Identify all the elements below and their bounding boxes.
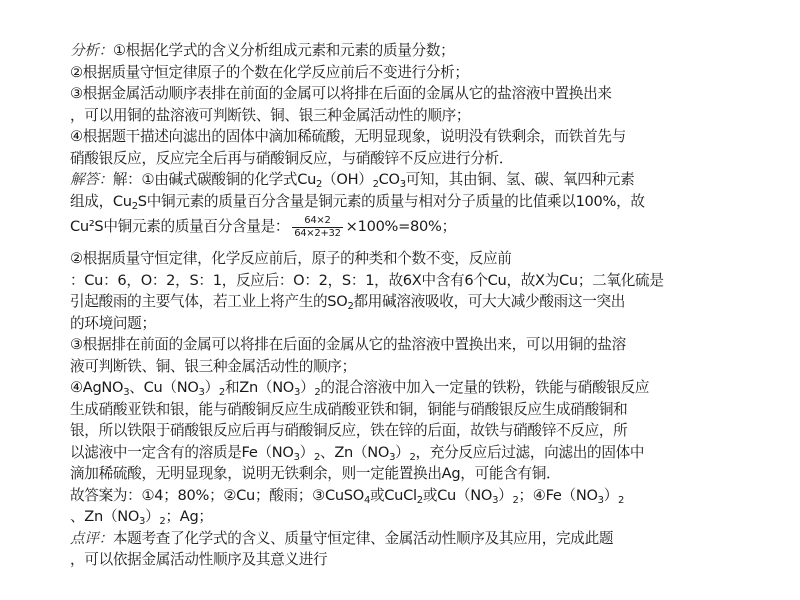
comment-label: 点评： [70,529,113,547]
analysis-line-6: 硝酸银反应，反应完全后再与硝酸铜反应，与硝酸锌不反应进行分析． [70,149,514,167]
solution-line-4: ②根据质量守恒定律，化学反应前后，原子的种类和个数不变，反应前 [70,250,512,267]
solution-line-7: 的环境问题； [70,314,156,332]
answer-line-2: 、$Zn(NO_3)_2$；Ag； [70,508,213,527]
solution-line-5: ：Cu：6，O：2，S：1，反应后：O：2，S：1，故6X中含有6个Cu，故X为Cu；二氧化硫是 [70,271,664,289]
analysis-line-5: ④根据题干描述向滤出的固体中滴加稀硫酸，无明显现象，说明没有铁剩余，而铁首先与 [70,128,626,145]
solution-line-8: ③根据排在前面的金属可以将排在后面的金属从它的盐溶液中置换出来，可以用铜的盐溶 [70,336,626,353]
solution-line-2: 组成，$Cu_2S$中铜元素的质量百分含量是铜元素的质量与相对分子质量的比值乘以100%，故 [70,192,645,212]
analysis-line-2: ②根据质量守恒定律原子的个数在化学反应前后不变进行分析； [70,63,469,81]
comment-line-2: ，可以依据金属活动性顺序及其意义进行 [70,551,328,568]
solution-line-12: 银，所以铁限于硝酸银反应后再与硝酸铜反应，铁在锌的后面，故铁与硝酸锌不反应，所 [70,422,628,439]
solution-line-6: 引起酸雨的主要气体，若工业上将产生的$SO_2$都用碱溶液吸收，可大大减少酸雨这一突出 [70,293,626,312]
solution-line-3: Cu²S中铜元素的质量百分含量是： $\frac{64\times 2}{64\times 2+32}$ ×100%=80%； [70,214,456,239]
comment-line-1: 点评：本题考查了化学式的含义、质量守恒定律、金属活动性顺序及其应用，完成此题 [70,529,614,547]
solution-line-14: 滴加稀硫酸，无明显现象，说明无铁剩余，则一定能置换出Ag，可能含有铜． [70,465,561,482]
document-body [70,40,730,571]
solution-line-10: ④AgNO$_3$、$Cu(NO_3)_2$和$Zn(NO_3)_2$的混合溶液中加入一定量的铁粉，铁能与硝酸银反应 [70,379,650,398]
analysis-line-4: ，可以用铜的盐溶液可判断铁、铜、银三种金属活动性的顺序； [70,106,471,124]
analysis-label: 分析： [70,42,113,59]
solution-label: 解答： [70,171,113,188]
analysis-line-3: ③根据金属活动顺序表排在前面的金属可以将排在后面的金属从它的盐溶液中置换出来 [70,85,612,102]
fraction [292,215,342,240]
solution-line-13: 以滤液中一定含有的溶质是$Fe(NO_3)_2$、$Zn(NO_3)_2$，充分反应后过滤，向滤出的固体中 [70,443,645,463]
fraction-denominator: 64×2+32 [294,227,341,239]
solution-line-9: 液可判断铁、铜、银三种金属活动性的顺序； [70,357,356,375]
solution-line-11: 生成硝酸亚铁和银，能与硝酸铜反应生成硝酸亚铁和铜，铜能与硝酸银反应生成硝酸铜和 [70,400,628,418]
answer-line-1: 故答案为：①4；80%；②Cu；酸雨；③CuSO$_4$或CuCl$_2$或$Cu(NO_3)_2$；$④Fe(NO_3)_2$ [70,486,625,506]
analysis-line-1: 分析：①根据化学式的含义分析组成元素和元素的质量分数； [70,42,455,59]
solution-line-1: 解答：解：①由碱式碳酸铜的化学式$Cu_2(OH)_2CO_3$可知，其由铜、氢、碳、氧四种元素 [70,171,635,190]
fraction-numerator: 64×2 [292,215,342,228]
